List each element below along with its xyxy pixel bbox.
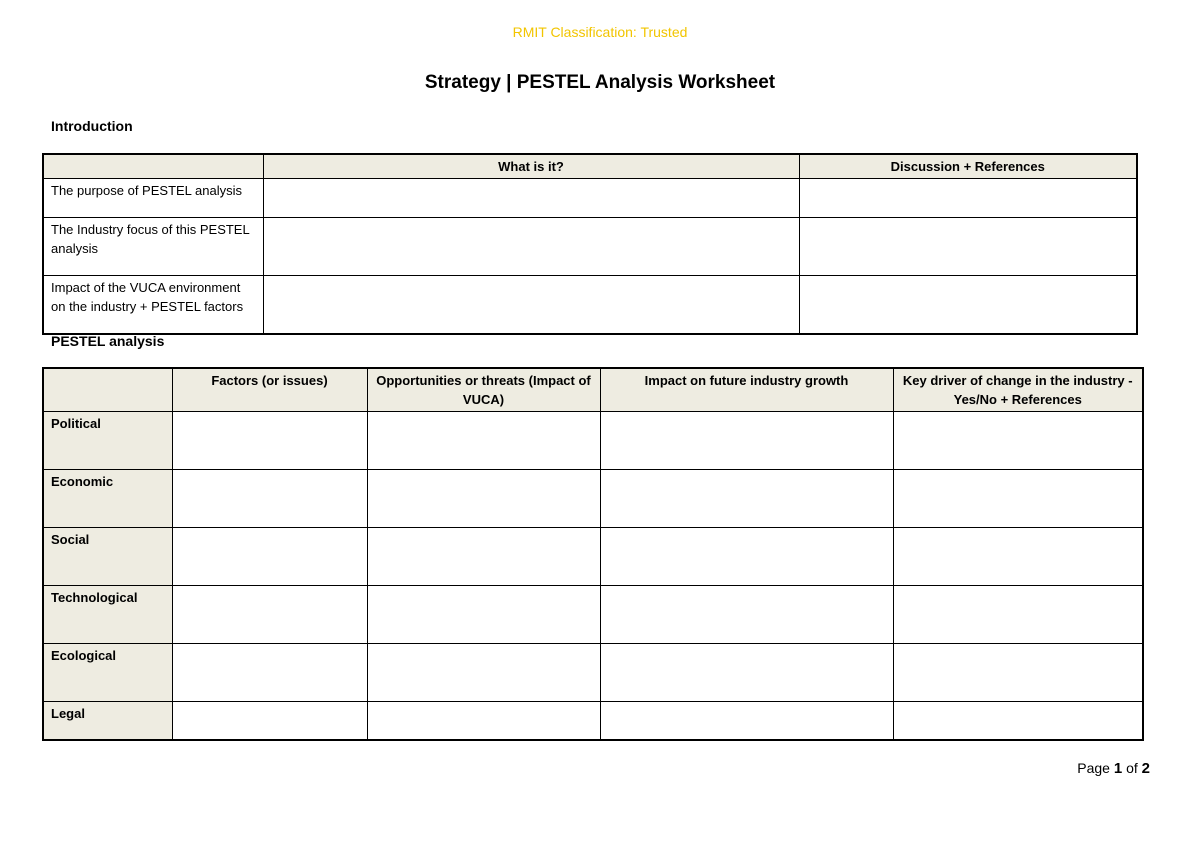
pestel-header-impact: Impact on future industry growth bbox=[600, 368, 893, 412]
impact-cell[interactable] bbox=[600, 702, 893, 740]
opportunities-cell[interactable] bbox=[367, 702, 600, 740]
intro-row-label: Impact of the VUCA environment on the industry + PESTEL factors bbox=[43, 276, 263, 334]
intro-row-label: The purpose of PESTEL analysis bbox=[43, 179, 263, 218]
factors-cell[interactable] bbox=[172, 702, 367, 740]
introduction-table bbox=[42, 153, 1138, 335]
factors-cell[interactable] bbox=[172, 412, 367, 470]
intro-row-label: The Industry focus of this PESTEL analysis bbox=[43, 218, 263, 276]
pestel-header-opportunities: Opportunities or threats (Impact of VUCA) bbox=[367, 368, 600, 412]
intro-header-discussion: Discussion + References bbox=[799, 154, 1137, 179]
page-total: 2 bbox=[1141, 760, 1150, 777]
impact-cell[interactable] bbox=[600, 586, 893, 644]
opportunities-cell[interactable] bbox=[367, 586, 600, 644]
opportunities-cell[interactable] bbox=[367, 470, 600, 528]
page-prefix: Page bbox=[1077, 760, 1110, 776]
pestel-header-blank bbox=[43, 368, 172, 412]
key-driver-cell[interactable] bbox=[893, 412, 1143, 470]
key-driver-cell[interactable] bbox=[893, 702, 1143, 740]
intro-what-cell[interactable] bbox=[263, 179, 799, 218]
opportunities-cell[interactable] bbox=[367, 528, 600, 586]
key-driver-cell[interactable] bbox=[893, 644, 1143, 702]
opportunities-cell[interactable] bbox=[367, 412, 600, 470]
factors-cell[interactable] bbox=[172, 528, 367, 586]
key-driver-cell[interactable] bbox=[893, 586, 1143, 644]
page-of: of bbox=[1126, 760, 1138, 776]
page-title: Strategy | PESTEL Analysis Worksheet bbox=[424, 72, 776, 93]
intro-header-blank bbox=[43, 154, 263, 179]
pestel-row-label-political: Political bbox=[43, 412, 172, 470]
pestel-row-label-economic: Economic bbox=[43, 470, 172, 528]
pestel-row-label-ecological: Ecological bbox=[43, 644, 172, 702]
intro-what-cell[interactable] bbox=[263, 276, 799, 334]
pestel-header-factors: Factors (or issues) bbox=[172, 368, 367, 412]
pestel-heading: PESTEL analysis bbox=[51, 333, 165, 349]
pestel-row-label-social: Social bbox=[43, 528, 172, 586]
intro-discussion-cell[interactable] bbox=[799, 218, 1137, 276]
pestel-row-label-legal: Legal bbox=[43, 702, 172, 740]
factors-cell[interactable] bbox=[172, 586, 367, 644]
intro-header-what: What is it? bbox=[263, 154, 799, 179]
opportunities-cell[interactable] bbox=[367, 644, 600, 702]
impact-cell[interactable] bbox=[600, 528, 893, 586]
intro-discussion-cell[interactable] bbox=[799, 179, 1137, 218]
pestel-row-label-technological: Technological bbox=[43, 586, 172, 644]
key-driver-cell[interactable] bbox=[893, 528, 1143, 586]
classification-label: RMIT Classification: Trusted bbox=[512, 24, 688, 40]
introduction-heading: Introduction bbox=[51, 118, 133, 134]
pestel-header-key-driver: Key driver of change in the industry - Yes/No + References bbox=[893, 368, 1143, 412]
page-current: 1 bbox=[1113, 760, 1123, 777]
page-number bbox=[1077, 760, 1150, 777]
pestel-table bbox=[42, 367, 1144, 741]
impact-cell[interactable] bbox=[600, 644, 893, 702]
factors-cell[interactable] bbox=[172, 470, 367, 528]
factors-cell[interactable] bbox=[172, 644, 367, 702]
intro-what-cell[interactable] bbox=[263, 218, 799, 276]
impact-cell[interactable] bbox=[600, 470, 893, 528]
impact-cell[interactable] bbox=[600, 412, 893, 470]
intro-discussion-cell[interactable] bbox=[799, 276, 1137, 334]
key-driver-cell[interactable] bbox=[893, 470, 1143, 528]
